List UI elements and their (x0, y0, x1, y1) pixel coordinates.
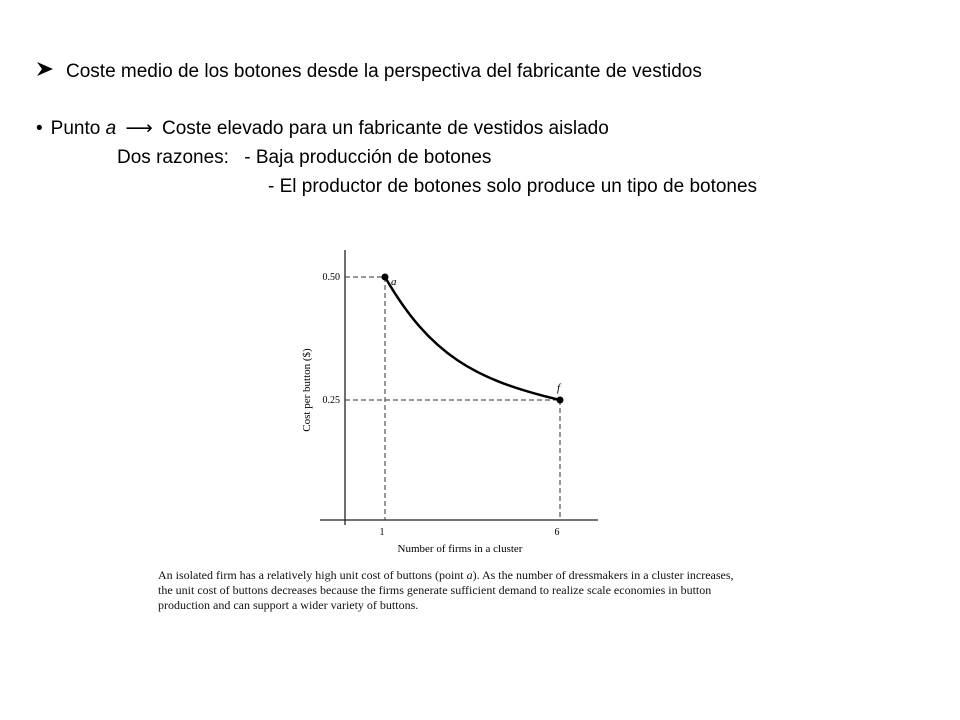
x-axis-label: Number of firms in a cluster (397, 543, 523, 555)
reason-2-line (268, 175, 757, 199)
reason-2: - El productor de botones solo produce un tipo de botones (268, 176, 758, 197)
point-text: Coste elevado para un fabricante de vestidos aislado (161, 118, 609, 139)
point-a-label: a (391, 276, 397, 288)
point-name: a (105, 118, 117, 139)
caption-part-2: ). As the number of dressmakers in a cluster increases, the unit cost of buttons decreases because the firms generate sufficient demand to realize scale economies in button production and can support a wider variety of buttons. (158, 568, 734, 612)
point-f-marker (557, 397, 564, 404)
arrowhead-bullet-icon (36, 60, 58, 84)
figure-caption (158, 568, 738, 613)
point-a-marker (382, 274, 389, 281)
point-prefix: Punto (50, 118, 101, 139)
heading-text: Coste medio de los botones desde la perspectiva del fabricante de vestidos (66, 61, 702, 82)
y-axis-label: Cost per button ($) (301, 348, 313, 432)
point-a-line (36, 117, 609, 141)
x-tick-1: 1 (379, 527, 385, 538)
reason-1: - Baja producción de botones (244, 147, 492, 168)
x-tick-6: 6 (554, 527, 560, 538)
y-tick-025: 0.25 (322, 395, 340, 406)
heading-bullet-line (36, 60, 702, 84)
round-bullet-icon: • (36, 118, 43, 139)
caption-part-1: An isolated firm has a relatively high unit cost of buttons (point (158, 568, 467, 582)
arrow-glyph: ⟶ (125, 118, 153, 139)
caption-point: a (466, 568, 473, 582)
cost-curve (385, 277, 560, 400)
cost-curve-figure (290, 240, 620, 560)
point-f-label: f (557, 382, 561, 394)
y-tick-050: 0.50 (322, 272, 340, 283)
reasons-intro: Dos razones: (117, 147, 229, 168)
reasons-line (117, 146, 491, 170)
